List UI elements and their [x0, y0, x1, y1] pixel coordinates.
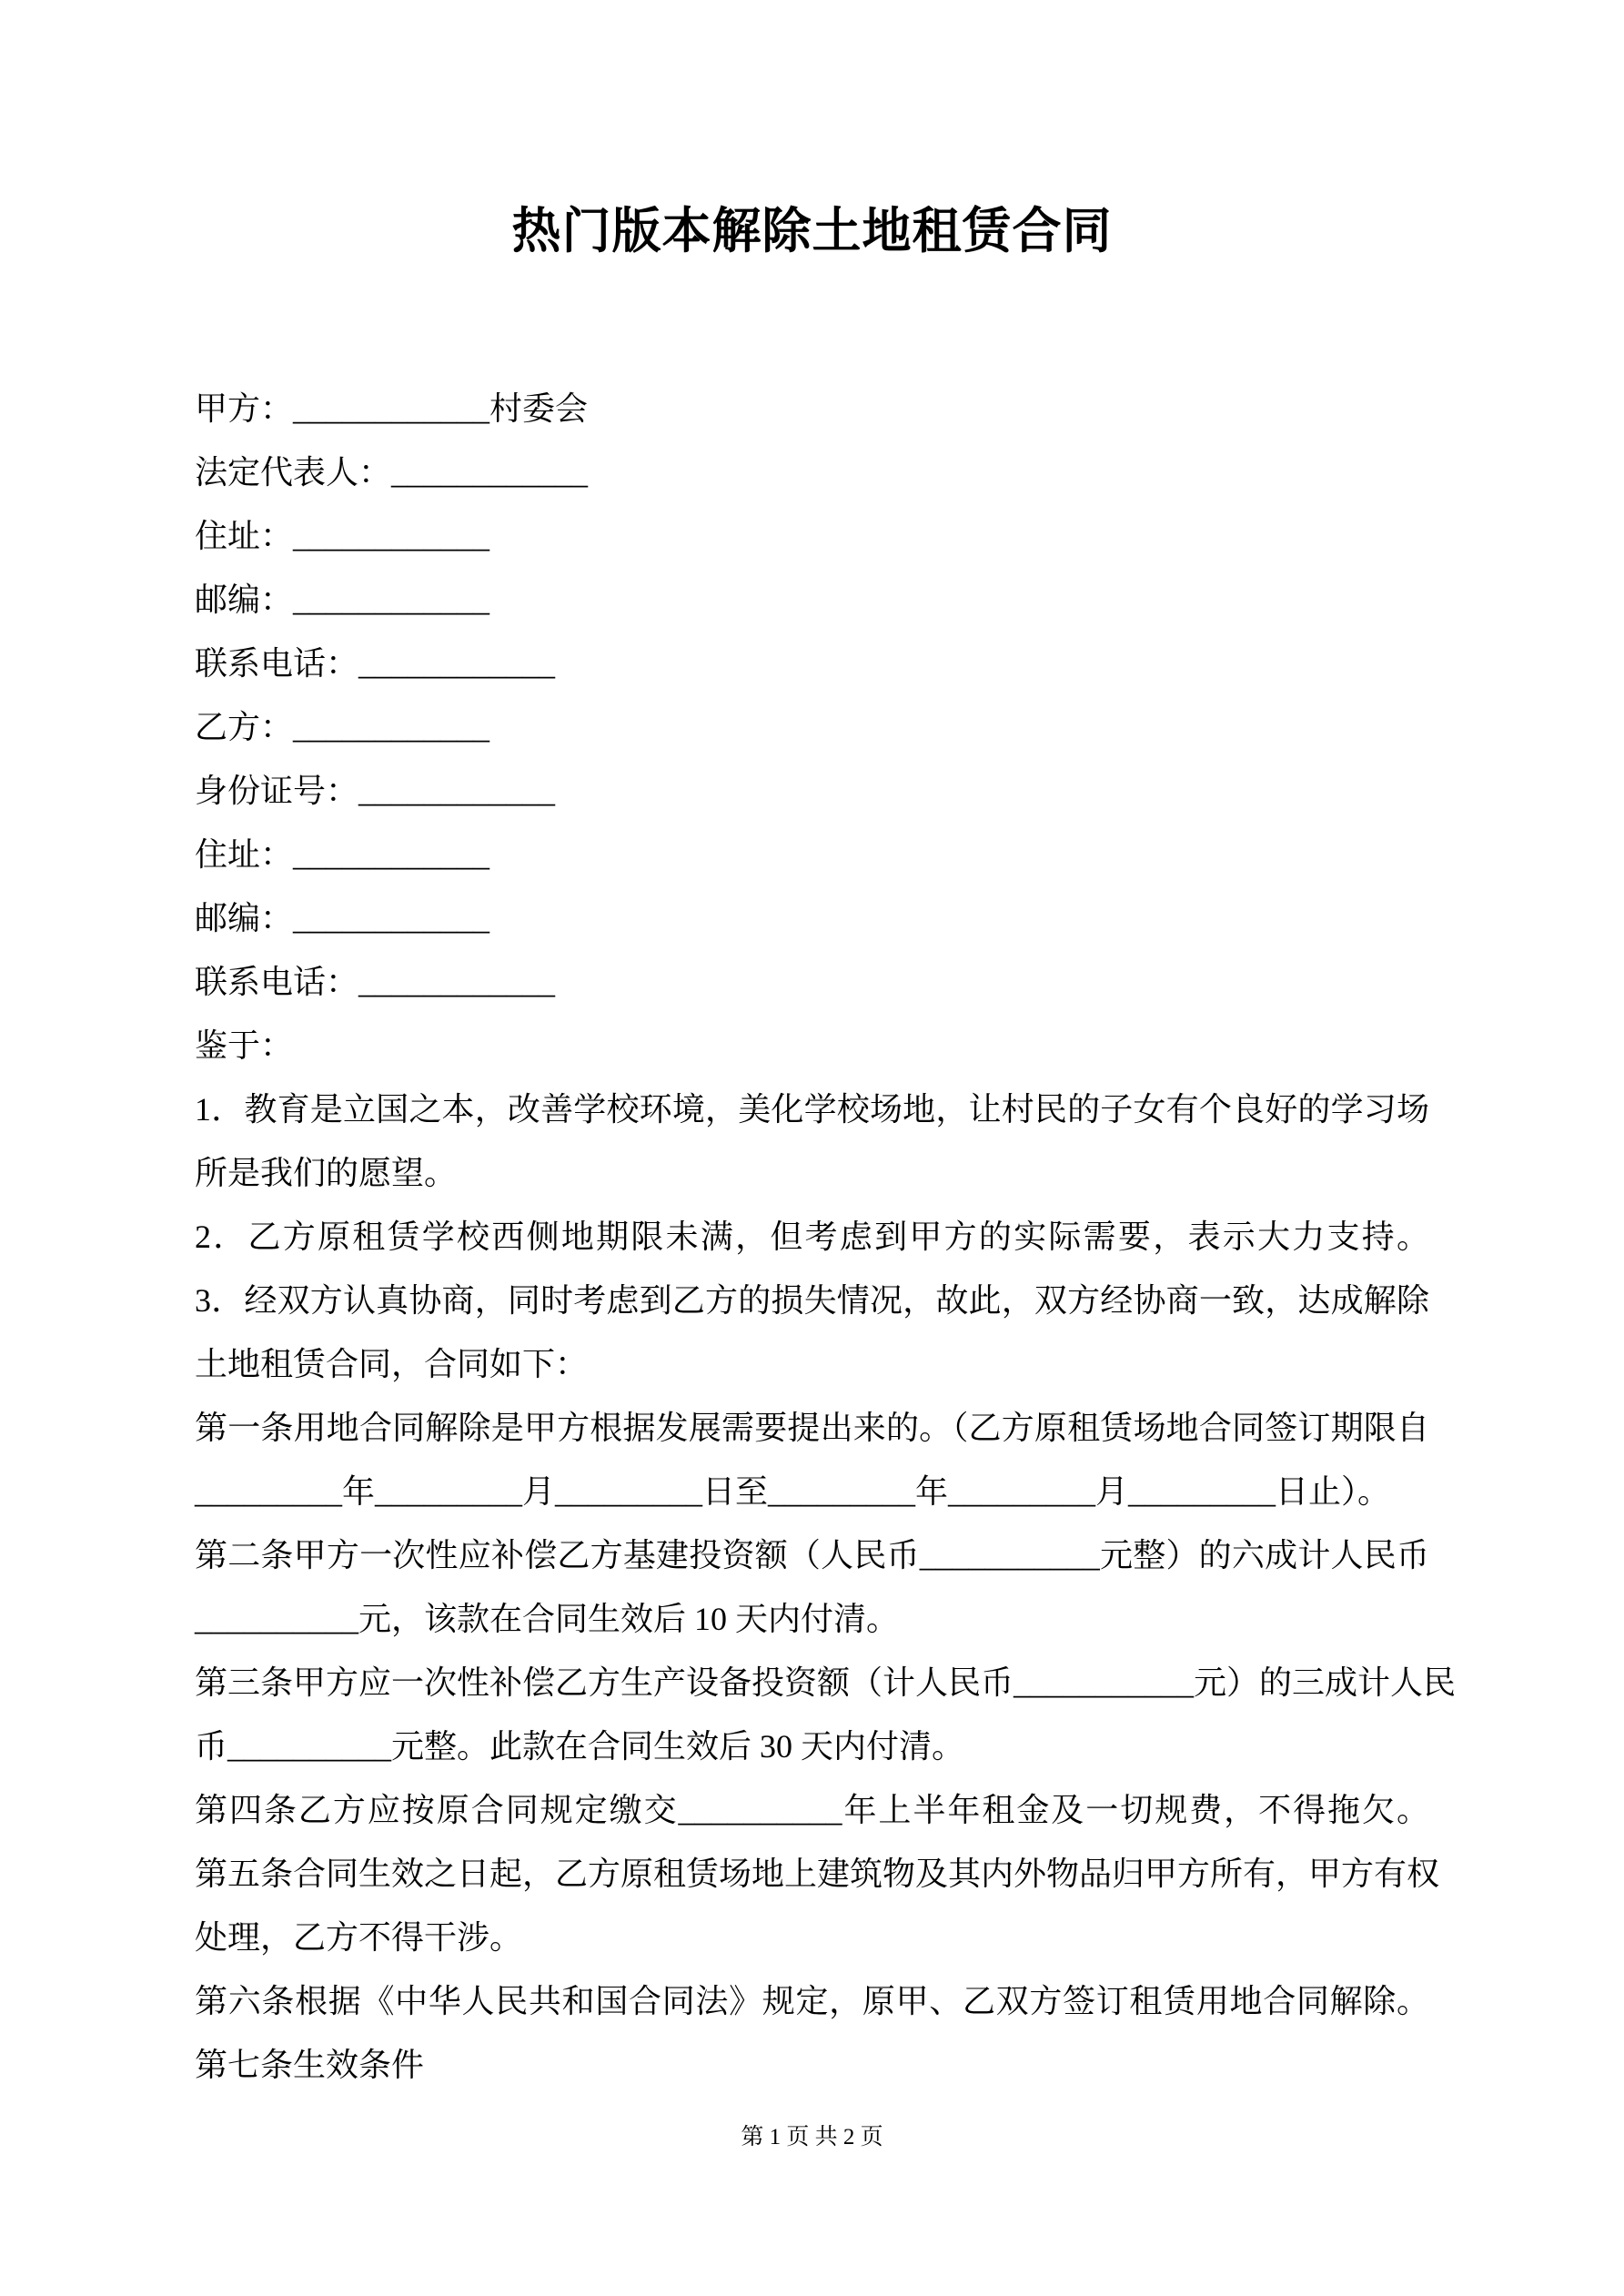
- line-clause-2b: __________元，该款在合同生效后 10 天内付清。: [195, 1601, 900, 1637]
- line-postcode-a: 邮编：____________: [195, 582, 490, 618]
- line-recital-1a: 1．教育是立国之本，改善学校环境，美化学校场地，让村民的子女有个良好的学习场: [195, 1091, 1429, 1128]
- line-legal-representative: 法定代表人：____________: [195, 454, 589, 491]
- line-clause-3b: 币__________元整。此款在合同生效后 30 天内付清。: [195, 1728, 965, 1765]
- line-recital-3b: 土地租赁合同，合同如下：: [195, 1346, 589, 1382]
- line-recital-2: 2．乙方原租赁学校西侧地期限未满，但考虑到甲方的实际需要，表示大力支持。: [195, 1219, 1429, 1255]
- line-party-b: 乙方：____________: [195, 709, 490, 745]
- line-id-number: 身份证号：____________: [195, 773, 556, 809]
- line-postcode-b: 邮编：____________: [195, 900, 490, 936]
- line-clause-1a: 第一条用地合同解除是甲方根据发展需要提出来的。（乙方原租赁场地合同签订期限自: [195, 1410, 1429, 1446]
- line-clause-5b: 处理，乙方不得干涉。: [195, 1919, 523, 1956]
- line-clause-2a: 第二条甲方一次性应补偿乙方基建投资额（人民币___________元整）的六成计人民币: [195, 1537, 1429, 1573]
- page-number: 第 1 页 共 2 页: [741, 2125, 883, 2149]
- line-whereas: 鉴于：: [195, 1027, 294, 1064]
- line-phone-b: 联系电话：____________: [195, 964, 556, 1000]
- document-body: [195, 377, 1457, 2097]
- line-address-b: 住址：____________: [195, 836, 490, 873]
- line-clause-5a: 第五条合同生效之日起，乙方原租赁场地上建筑物及其内外物品归甲方所有，甲方有权: [195, 1856, 1440, 1892]
- line-party-a: 甲方：____________村委会: [195, 390, 589, 427]
- document-title: 热门版本解除土地租赁合同: [511, 204, 1113, 258]
- line-clause-4: 第四条乙方应按原合同规定缴交__________年上半年租金及一切规费，不得拖欠。: [195, 1792, 1429, 1828]
- line-clause-6: 第六条根据《中华人民共和国合同法》规定，原甲、乙双方签订租赁用地合同解除。: [195, 1983, 1429, 2019]
- line-address-a: 住址：____________: [195, 518, 490, 554]
- line-recital-3a: 3．经双方认真协商，同时考虑到乙方的损失情况，故此，双方经协商一致，达成解除: [195, 1282, 1429, 1319]
- line-phone-a: 联系电话：____________: [195, 645, 556, 682]
- line-clause-1b-dates: _________年_________月_________日至_________年_________月_________日止）。: [195, 1473, 1390, 1510]
- line-recital-1b: 所是我们的愿望。: [195, 1155, 458, 1191]
- line-clause-3a: 第三条甲方应一次性补偿乙方生产设备投资额（计人民币___________元）的三成计人民: [195, 1664, 1457, 1701]
- line-clause-7: 第七条生效条件: [195, 2047, 425, 2083]
